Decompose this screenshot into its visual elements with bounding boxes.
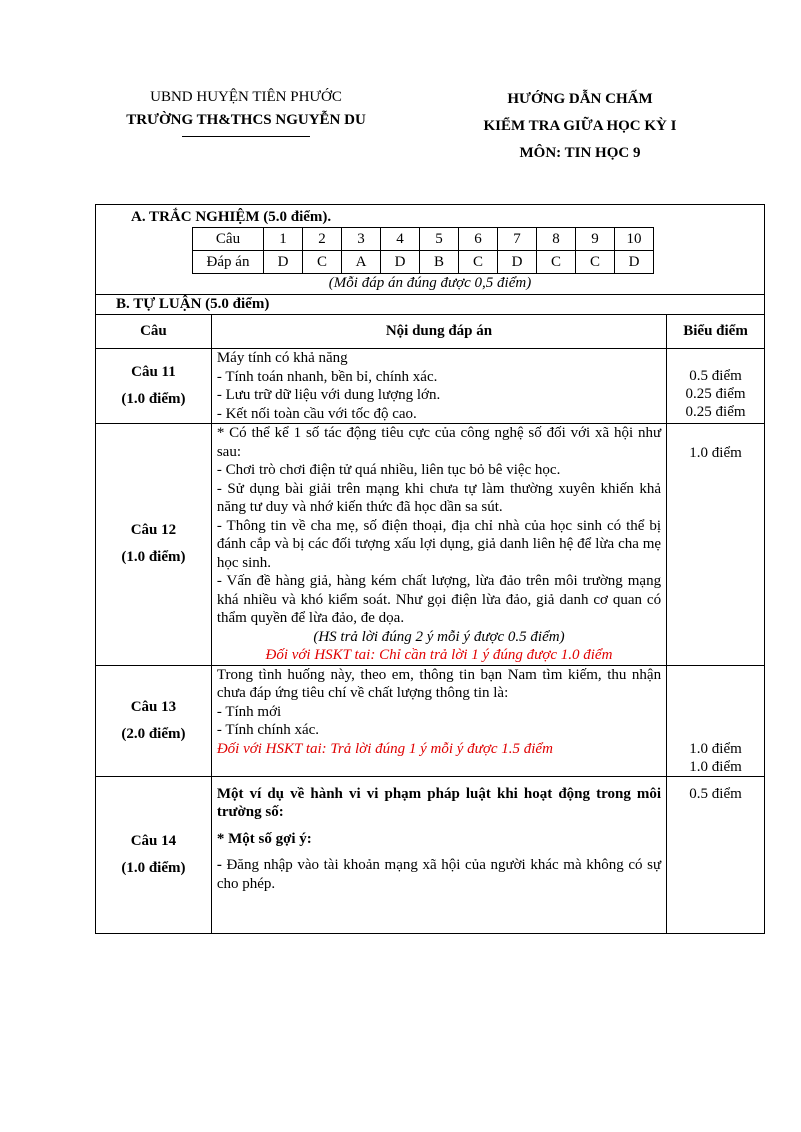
question-number: 1 (264, 228, 303, 251)
question-label-cell (96, 776, 212, 933)
question-number: 7 (498, 228, 537, 251)
answer-key-question-row (193, 228, 654, 251)
answer-line: Máy tính có khả năng (216, 350, 348, 366)
answer-line: - Tính mới (216, 703, 282, 720)
question-number: 8 (537, 228, 576, 251)
score-value: 1.0 điểm (689, 758, 742, 775)
score-value: 0.5 điểm (689, 368, 742, 384)
question-label: Câu 12 (130, 522, 177, 539)
question-number: 10 (615, 228, 654, 251)
district-name: UBND HUYỆN TIÊN PHƯỚC (150, 89, 342, 105)
question-points: (1.0 điểm) (121, 549, 186, 566)
score-cell (667, 349, 765, 424)
grading-table (95, 204, 765, 934)
section-a-title: A. TRẮC NGHIỆM (5.0 điểm). (131, 209, 332, 225)
answer-key-table (192, 227, 654, 274)
answer-heading: Một ví dụ về hành vi vi phạm pháp luật khi hoạt động trong môi trường số: (216, 785, 662, 820)
row-label: Đáp án (193, 251, 264, 274)
score-value: 0.25 điểm (685, 404, 746, 420)
answer-paragraph: * Có thể kể 1 số tác động tiêu cực của công nghệ số đối với xã hội như sau: (216, 425, 662, 460)
score-value: 1.0 điểm (689, 445, 742, 461)
column-header-score: Biểu điểm (667, 315, 765, 349)
answer-line: - Tính toán nhanh, bền bỉ, chính xác. (216, 368, 438, 385)
answer-letter: D (381, 251, 420, 274)
question-number: 9 (576, 228, 615, 251)
doc-title: HƯỚNG DẪN CHẤM (507, 91, 653, 107)
subject-title: MÔN: TIN HỌC 9 (519, 145, 641, 161)
answer-content (211, 665, 666, 776)
question-number: 5 (420, 228, 459, 251)
item-dash: - (216, 857, 222, 873)
answer-item (217, 856, 661, 893)
score-value: 0.25 điểm (685, 386, 746, 402)
question-number: 4 (381, 228, 420, 251)
hint-heading: * Một số gợi ý: (216, 830, 312, 847)
question-14-row (96, 776, 765, 933)
exam-title: KIỂM TRA GIỮA HỌC KỲ I (483, 118, 677, 134)
section-a-note: (Mỗi đáp án đúng được 0,5 điểm) (328, 275, 532, 291)
answer-content (211, 776, 666, 933)
question-number: 3 (342, 228, 381, 251)
score-cell (667, 424, 765, 666)
answer-letter: A (342, 251, 381, 274)
header-underline (182, 136, 310, 137)
hskt-note: Đối với HSKT tai: Chỉ cần trả lời 1 ý đúng được 1.0 điểm (265, 647, 613, 663)
header-left (96, 86, 396, 137)
answer-letter: C (537, 251, 576, 274)
answer-line: - Kết nối toàn cầu với tốc độ cao. (216, 405, 417, 422)
question-points: (1.0 điểm) (121, 859, 186, 876)
score-cell (667, 776, 765, 933)
question-number: 6 (459, 228, 498, 251)
school-name: TRƯỜNG TH&THCS NGUYỄN DU (126, 112, 366, 128)
answer-paragraph: - Vấn đề hàng giả, hàng kém chất lượng, lừa đảo trên môi trường mạng khá nhiều và khó kiểm soát. Như gọi điện lừa đảo, giả danh cơ quan có thẩm quyền để lừa đảo, đe dọa. (216, 573, 662, 626)
answer-letter: B (420, 251, 459, 274)
section-b-title: B. TỰ LUẬN (5.0 điểm) (96, 295, 765, 315)
question-label-cell (96, 424, 212, 666)
question-label-cell (96, 665, 212, 776)
score-value: 1.0 điểm (689, 740, 742, 757)
header-right (430, 86, 730, 167)
hskt-note: Đối với HSKT tai: Trả lời đúng 1 ý mỗi ý được 1.5 điểm (216, 740, 553, 757)
column-header-content: Nội dung đáp án (211, 315, 666, 349)
answer-letter: D (615, 251, 654, 274)
answer-paragraph: - Chơi trò chơi điện tử quá nhiều, liên tục bỏ bê việc học. (216, 462, 561, 478)
question-label: Câu 13 (130, 698, 177, 715)
answer-content (211, 349, 666, 424)
score-cell (667, 665, 765, 776)
question-points: (2.0 điểm) (121, 725, 186, 742)
item-text: Đăng nhập vào tài khoản mạng xã hội của người khác mà không có sự cho phép. (216, 857, 662, 892)
answer-letter: C (576, 251, 615, 274)
column-header-question: Câu (96, 315, 212, 349)
answer-paragraph: Trong tình huống này, theo em, thông tin bạn Nam tìm kiếm, thu nhận chưa đáp ứng tiêu chí về chất lượng thông tin là: (216, 666, 662, 701)
answer-paragraph: - Thông tin về cha mẹ, số điện thoại, địa chỉ nhà của học sinh có thể bị đánh cắp và bị các đối tượng xấu lợi dụng, giả danh liên hệ để lừa cha mẹ học sinh. (216, 517, 662, 571)
question-13-row (96, 665, 765, 776)
answer-letter: C (303, 251, 342, 274)
answer-letter: D (264, 251, 303, 274)
answer-content (211, 424, 666, 666)
question-11-row (96, 349, 765, 424)
answer-letter: C (459, 251, 498, 274)
answer-letter: D (498, 251, 537, 274)
score-value: 0.5 điểm (689, 785, 742, 802)
question-label-cell (96, 349, 212, 424)
question-label: Câu 11 (131, 364, 176, 380)
question-12-row (96, 424, 765, 666)
answer-line: - Lưu trữ dữ liệu với dung lượng lớn. (216, 387, 441, 403)
section-a (96, 205, 765, 295)
question-label: Câu 14 (130, 832, 177, 849)
answer-paragraph: - Sử dụng bài giải trên mạng khi chưa tự làm thường xuyên khiến khả năng tư duy và nhớ kiến thức đã học dần sa sút. (216, 480, 662, 515)
answer-key-answer-row (193, 251, 654, 274)
row-label: Câu (193, 228, 264, 251)
answer-line: - Tính chính xác. (216, 722, 320, 738)
scoring-note: (HS trả lời đúng 2 ý mỗi ý được 0.5 điểm) (313, 628, 565, 645)
question-points: (1.0 điểm) (121, 391, 186, 407)
question-number: 2 (303, 228, 342, 251)
